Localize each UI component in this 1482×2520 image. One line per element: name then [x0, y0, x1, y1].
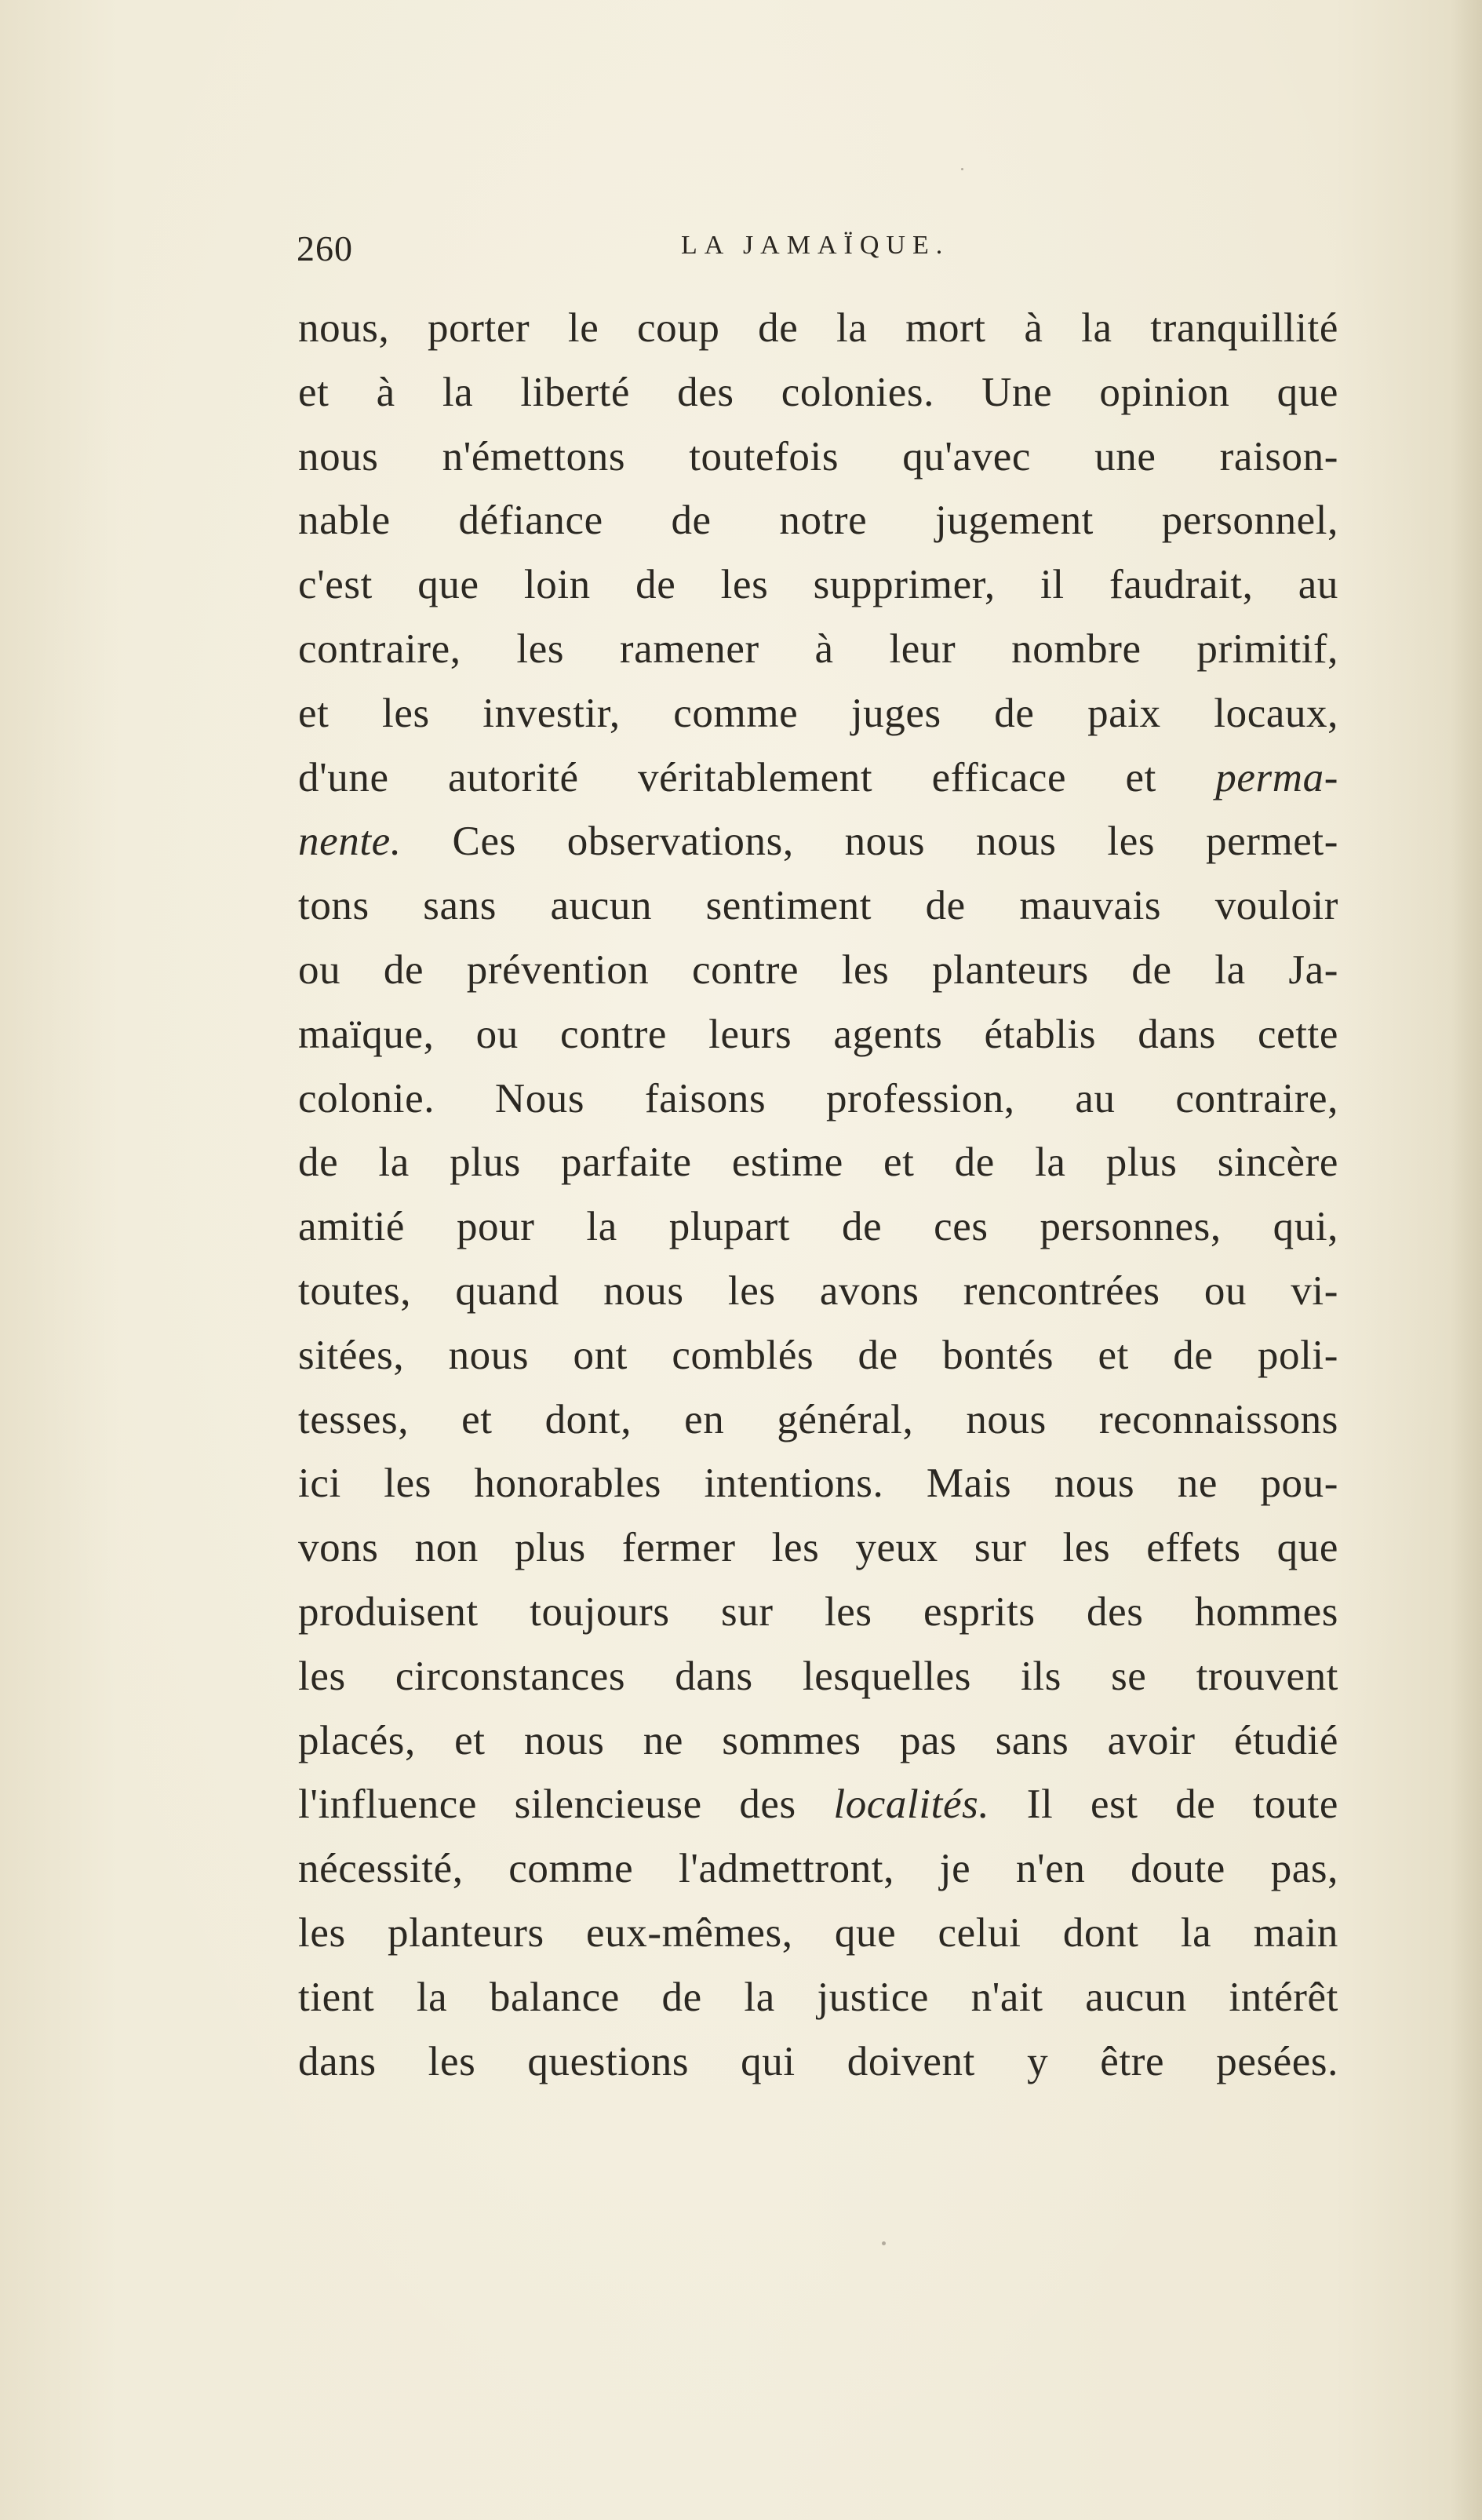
- text-segment: l'influence silencieuse des: [298, 1782, 796, 1828]
- page-edge-shadow: [1451, 0, 1482, 2520]
- running-head: [297, 228, 1340, 275]
- text-line: nous n'émettons toutefois qu'avec une raison-: [298, 433, 1338, 480]
- text-segment: Il est de toute: [989, 1782, 1338, 1828]
- text-line: de la plus parfaite estime et de la plus sincère: [298, 1140, 1338, 1186]
- text-line: placés, et nous ne sommes pas sans avoir étudié: [298, 1717, 1338, 1763]
- text-line: tons sans aucun sentiment de mauvais vouloir: [298, 883, 1338, 929]
- text-line: produisent toujours sur les esprits des hommes: [298, 1588, 1338, 1635]
- text-line: tesses, et dont, en général, nous reconnaissons: [298, 1396, 1338, 1442]
- text-line: sitées, nous ont comblés de bontés et de poli-: [298, 1332, 1338, 1378]
- text-line: [298, 1773, 1338, 1837]
- text-line: nécessité, comme l'admettront, je n'en doute pas,: [298, 1846, 1338, 1892]
- text-line: [298, 810, 1338, 874]
- text-segment: d'une autorité véritablement efficace et: [298, 754, 1156, 800]
- text-line: [298, 746, 1338, 811]
- text-line: ou de prévention contre les planteurs de la Ja-: [298, 946, 1338, 993]
- text-line: toutes, quand nous les avons rencontrées ou vi-: [298, 1267, 1338, 1314]
- text-line: colonie. Nous faisons profession, au contraire,: [298, 1075, 1338, 1121]
- text-line: ici les honorables intentions. Mais nous ne pou-: [298, 1461, 1338, 1507]
- text-line: nable défiance de notre jugement personnel,: [298, 498, 1338, 544]
- text-line: et les investir, comme juges de paix locaux,: [298, 690, 1338, 736]
- text-line: tient la balance de la justice n'ait aucun intérêt: [298, 1974, 1338, 2020]
- text-segment: Ces observations, nous nous les permet-: [401, 819, 1338, 865]
- text-line: les circonstances dans lesquelles ils se trouvent: [298, 1653, 1338, 1699]
- text-line: vons non plus fermer les yeux sur les effets que: [298, 1525, 1338, 1571]
- body-text: [298, 297, 1338, 2094]
- page-number: 260: [297, 228, 353, 268]
- text-line: c'est que loin de les supprimer, il faudrait, au: [298, 562, 1338, 608]
- text-line: amitié pour la plupart de ces personnes, qui,: [298, 1204, 1338, 1250]
- text-line: maïque, ou contre leurs agents établis dans cette: [298, 1011, 1338, 1057]
- paper-speck: [882, 2241, 886, 2245]
- text-line: contraire, les ramener à leur nombre primitif,: [298, 625, 1338, 672]
- text-line: dans les questions qui doivent y être pesées.: [298, 2038, 1338, 2084]
- text-line: et à la liberté des colonies. Une opinion que: [298, 369, 1338, 415]
- paper-speck: [961, 168, 963, 170]
- running-title: LA JAMAÏQUE.: [681, 231, 950, 260]
- italic-text: nente.: [298, 819, 402, 865]
- italic-text: localités.: [833, 1782, 990, 1828]
- text-line: les planteurs eux-mêmes, que celui dont la main: [298, 1909, 1338, 1956]
- text-line: nous, porter le coup de la mort à la tranquillité: [298, 305, 1338, 351]
- italic-text: perma-: [1215, 754, 1338, 800]
